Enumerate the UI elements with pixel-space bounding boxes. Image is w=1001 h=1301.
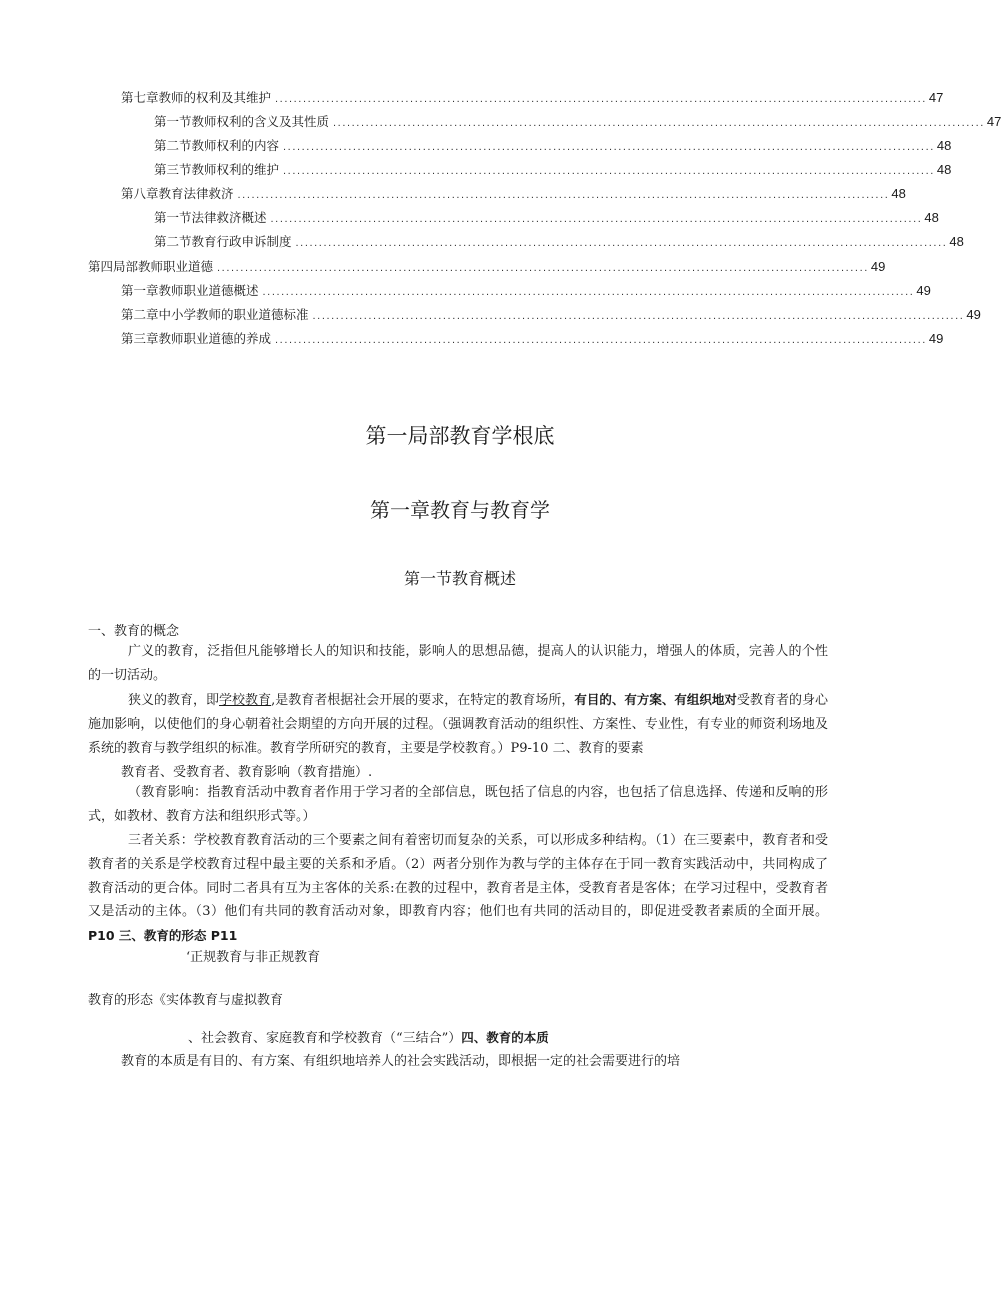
toc-entry[interactable]: [88, 257, 886, 277]
toc-leader-dots: ............................................................................................................................................: [217, 262, 869, 274]
toc-entry-title: 第二章中小学教师的职业道德标准: [121, 307, 309, 322]
toc-entry-page: 47: [986, 114, 1001, 129]
toc-entry-page: 49: [870, 259, 886, 274]
toc-entry-title: 第三章教师职业道德的养成: [121, 331, 272, 346]
toc-entry-title: 第一节法律救济概述: [154, 210, 267, 225]
toc-leader-dots: ............................................................................................................................................: [275, 334, 927, 346]
text-span: ,是教育者根据社会开展的要求，在特定的教育场所，: [271, 693, 575, 708]
concept-heading: 一、教育的概念: [88, 624, 180, 639]
toc-entry[interactable]: [154, 160, 952, 180]
toc-entry-title: 第二节教育行政申诉制度: [154, 234, 292, 249]
elements-line: 教育者、受教育者、教育影响（教育措施）.: [121, 765, 373, 780]
bold-phrase: 有目的、有方案、有组织地对: [574, 692, 737, 707]
toc-leader-dots: ............................................................................................................................................: [312, 310, 965, 322]
paragraph-three-relations: [88, 829, 828, 949]
text-span: 三者关系：学校教育教育活动的三个要素之间有着密切而复杂的关系，可以形成多种结构。（1）在三要素中，教育者和受教育者的关系是学校教育过程中最主要的关系和矛盾。（2）两者分别作为教与学的主体存在于同一教育实践活动中，共同构成了教育活动的更合体。同时二者具有互为主客体的关系:在教的过程中，教育者是主体，受教育者是客体；在学习过程中，受教育者又是活动的主体。（3）他们有共同的教育活动对象，即教育内容；他们也有共同的活动目的，即促进受教者素质的全面开展。: [88, 833, 828, 920]
paragraph-education-influence: （教育影响：指教育活动中教育者作用于学习者的全部信息，既包括了信息的内容，也包括了信息选择、传递和反响的形式，如教材、教育方法和组织形式等。）: [88, 785, 828, 824]
toc-entry[interactable]: [154, 232, 964, 252]
form-item-formal: ‘正规教育与非正规教育: [186, 950, 321, 965]
toc-entry-page: 49: [916, 283, 931, 298]
toc-entry[interactable]: [121, 184, 906, 204]
school-education-link[interactable]: 学校教育: [219, 693, 272, 708]
toc-entry[interactable]: [121, 329, 944, 349]
toc-entry-title: 第一节教师权利的含义及其性质: [154, 114, 330, 129]
toc-entry-title: 第七章教师的权利及其维护: [121, 90, 272, 105]
form-label: 教育的形态《实体教育与虚拟教育: [88, 993, 284, 1008]
toc-entry-title: 第四局部教师职业道德: [88, 259, 214, 274]
toc-entry[interactable]: [154, 136, 952, 156]
toc-entry-title: 第一章教师职业道德概述: [121, 283, 259, 298]
chapter-title: 第一章教育与教育学: [370, 498, 550, 522]
toc-entry-page: 47: [928, 90, 944, 105]
toc-entry-page: 49: [928, 331, 944, 346]
toc-entry-page: 48: [891, 186, 906, 201]
toc-entry-page: 49: [966, 307, 981, 322]
toc-leader-dots: ............................................................................................................................................: [270, 213, 923, 225]
paragraph-essence: 教育的本质是有目的、有方案、有组织地培养人的社会实践活动，即根据一定的社会需要进行的培: [121, 1054, 681, 1069]
toc-leader-dots: ............................................................................................................................................: [333, 117, 985, 129]
paragraph-broad-education: 广义的教育，泛指但凡能够增长人的知识和技能，影响人的思想品德，提高人的认识能力，增强人的体质，完善人的个性的一切活动。: [88, 644, 828, 683]
paragraph-narrow-education: [88, 688, 828, 760]
part-title: 第一局部教育学根底: [365, 424, 555, 448]
toc-entry-title: 第二节教师权利的内容: [154, 138, 280, 153]
toc-entry-title: 第八章教育法律救济: [121, 186, 234, 201]
toc-entry[interactable]: [154, 208, 939, 228]
toc-entry[interactable]: [121, 305, 981, 325]
bold-phrase: P10 三、教育的形态 P11: [88, 928, 238, 944]
toc-entry-page: 48: [924, 210, 939, 225]
toc-leader-dots: ............................................................................................................................................: [283, 141, 935, 153]
toc-leader-dots: ............................................................................................................................................: [295, 237, 948, 249]
toc-leader-dots: ............................................................................................................................................: [283, 165, 935, 177]
text-span: 受教育者的身心施加影响，以使他们的身心朝着社会期望的方向开展的过程。（强调教育活动的组织性、方案性、专业性，有专业的师资利场地及系统的教育与教学组织的标准。教育学所研究的教育，主要是学校教育。）P9-10 二、教育的要素: [88, 693, 828, 756]
bold-phrase: 四、教育的本质: [461, 1030, 549, 1045]
toc-entry[interactable]: [121, 281, 931, 301]
toc-leader-dots: ............................................................................................................................................: [275, 93, 927, 105]
toc-entry-page: 48: [936, 162, 952, 177]
toc-entry[interactable]: [121, 88, 944, 108]
toc-entry-page: 48: [949, 234, 964, 249]
toc-leader-dots: ............................................................................................................................................: [262, 286, 915, 298]
section-title: 第一节教育概述: [403, 569, 516, 588]
form-item-three-combination: [188, 1027, 549, 1046]
toc-leader-dots: ............................................................................................................................................: [237, 189, 890, 201]
toc-entry-page: 48: [936, 138, 952, 153]
text-span: 、社会教育、家庭教育和学校教育（“三结合”）: [188, 1031, 462, 1046]
toc-entry-title: 第三节教师权利的维护: [154, 162, 280, 177]
toc-entry[interactable]: [154, 112, 1001, 132]
text-span: 狭义的教育，即: [128, 693, 220, 708]
